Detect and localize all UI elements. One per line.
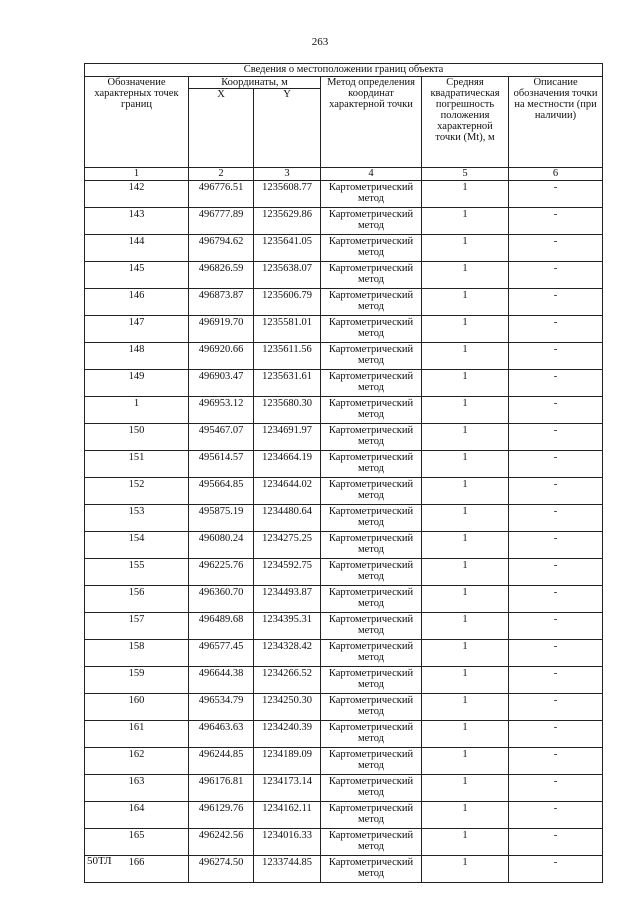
accuracy-cell: 1 [422, 181, 509, 208]
method-line-2: метод [357, 382, 385, 393]
point-cell: 142 [85, 181, 189, 208]
point-cell: 154 [85, 532, 189, 559]
method-line-1: Картометрический [328, 236, 414, 247]
description-cell: - [509, 289, 603, 316]
point-cell: 155 [85, 559, 189, 586]
table-row [85, 451, 603, 478]
point-cell: 145 [85, 262, 189, 289]
x-coordinate-cell: 495467.07 [189, 424, 254, 451]
boundary-coordinates-table [84, 63, 603, 883]
table-row [85, 532, 603, 559]
y-coordinate-cell: 1234162.11 [254, 802, 321, 829]
x-coordinate-cell: 496794.62 [189, 235, 254, 262]
method-line-2: метод [357, 652, 385, 663]
point-cell: 146 [85, 289, 189, 316]
method-line-1: Картометрический [328, 614, 414, 625]
method-cell [321, 370, 422, 397]
accuracy-cell: 1 [422, 316, 509, 343]
method-line-2: метод [357, 733, 385, 744]
point-cell: 147 [85, 316, 189, 343]
table-row [85, 478, 603, 505]
y-coordinate-cell: 1234592.75 [254, 559, 321, 586]
x-coordinate-cell: 496176.81 [189, 775, 254, 802]
x-coordinate-cell: 496873.87 [189, 289, 254, 316]
header-method: Метод определения координат характерной точки [321, 77, 422, 168]
method-cell [321, 343, 422, 370]
table-title: Сведения о местоположении границ объекта [85, 64, 603, 77]
description-cell: - [509, 235, 603, 262]
accuracy-cell: 1 [422, 775, 509, 802]
point-cell: 158 [85, 640, 189, 667]
point-cell: 163 [85, 775, 189, 802]
method-cell [321, 451, 422, 478]
method-line-2: метод [357, 247, 385, 258]
description-cell: - [509, 397, 603, 424]
accuracy-cell: 1 [422, 505, 509, 532]
x-coordinate-cell: 496080.24 [189, 532, 254, 559]
point-cell: 162 [85, 748, 189, 775]
x-coordinate-cell: 496129.76 [189, 802, 254, 829]
method-line-2: метод [357, 463, 385, 474]
method-line-2: метод [357, 868, 385, 879]
y-coordinate-cell: 1234328.42 [254, 640, 321, 667]
method-cell [321, 235, 422, 262]
method-line-1: Картометрический [328, 560, 414, 571]
table-row [85, 208, 603, 235]
method-cell [321, 748, 422, 775]
description-cell: - [509, 721, 603, 748]
method-line-2: метод [357, 328, 385, 339]
method-line-1: Картометрический [328, 668, 414, 679]
y-coordinate-cell: 1235680.30 [254, 397, 321, 424]
method-line-2: метод [357, 220, 385, 231]
x-coordinate-cell: 496826.59 [189, 262, 254, 289]
method-line-1: Картометрический [328, 722, 414, 733]
method-line-1: Картометрический [328, 344, 414, 355]
method-line-1: Картометрический [328, 857, 414, 868]
description-cell: - [509, 316, 603, 343]
accuracy-cell: 1 [422, 532, 509, 559]
method-cell [321, 505, 422, 532]
method-line-2: метод [357, 625, 385, 636]
table-row [85, 235, 603, 262]
table-row [85, 370, 603, 397]
page-number: 263 [311, 36, 329, 48]
table-row [85, 181, 603, 208]
x-coordinate-cell: 495614.57 [189, 451, 254, 478]
method-line-2: метод [357, 598, 385, 609]
header-x: X [189, 89, 254, 168]
x-coordinate-cell: 495664.85 [189, 478, 254, 505]
description-cell: - [509, 586, 603, 613]
x-coordinate-cell: 496242.56 [189, 829, 254, 856]
y-coordinate-cell: 1234664.19 [254, 451, 321, 478]
x-coordinate-cell: 496360.70 [189, 586, 254, 613]
method-line-1: Картометрический [328, 506, 414, 517]
accuracy-cell: 1 [422, 235, 509, 262]
accuracy-cell: 1 [422, 208, 509, 235]
accuracy-cell: 1 [422, 289, 509, 316]
description-cell: - [509, 370, 603, 397]
point-cell: 1 [85, 397, 189, 424]
y-coordinate-cell: 1235641.05 [254, 235, 321, 262]
x-coordinate-cell: 496776.51 [189, 181, 254, 208]
table-row [85, 667, 603, 694]
x-coordinate-cell: 496225.76 [189, 559, 254, 586]
accuracy-cell: 1 [422, 748, 509, 775]
x-coordinate-cell: 496534.79 [189, 694, 254, 721]
x-coordinate-cell: 496489.68 [189, 613, 254, 640]
method-line-2: метод [357, 706, 385, 717]
method-cell [321, 775, 422, 802]
method-line-2: метод [357, 517, 385, 528]
accuracy-cell: 1 [422, 451, 509, 478]
y-coordinate-cell: 1235608.77 [254, 181, 321, 208]
table-row [85, 856, 603, 883]
method-line-2: метод [357, 571, 385, 582]
y-coordinate-cell: 1234266.52 [254, 667, 321, 694]
description-cell: - [509, 748, 603, 775]
accuracy-cell: 1 [422, 397, 509, 424]
method-line-1: Картометрический [328, 776, 414, 787]
boundary-table-container [84, 63, 602, 883]
point-cell: 150 [85, 424, 189, 451]
y-coordinate-cell: 1234480.64 [254, 505, 321, 532]
description-cell: - [509, 181, 603, 208]
table-row [85, 424, 603, 451]
point-cell: 148 [85, 343, 189, 370]
method-cell [321, 667, 422, 694]
column-number: 4 [321, 168, 422, 181]
point-cell: 165 [85, 829, 189, 856]
point-cell: 152 [85, 478, 189, 505]
table-row [85, 505, 603, 532]
accuracy-cell: 1 [422, 667, 509, 694]
description-cell: - [509, 424, 603, 451]
x-coordinate-cell: 496463.63 [189, 721, 254, 748]
method-cell [321, 694, 422, 721]
method-line-2: метод [357, 436, 385, 447]
point-cell: 164 [85, 802, 189, 829]
y-coordinate-cell: 1234173.14 [254, 775, 321, 802]
accuracy-cell: 1 [422, 424, 509, 451]
method-line-2: метод [357, 193, 385, 204]
description-cell: - [509, 559, 603, 586]
method-cell [321, 613, 422, 640]
point-cell: 160 [85, 694, 189, 721]
method-line-1: Картометрический [328, 425, 414, 436]
table-row [85, 559, 603, 586]
description-cell: - [509, 694, 603, 721]
method-line-2: метод [357, 355, 385, 366]
method-line-1: Картометрический [328, 803, 414, 814]
column-number: 1 [85, 168, 189, 181]
description-cell: - [509, 208, 603, 235]
accuracy-cell: 1 [422, 613, 509, 640]
method-line-2: метод [357, 814, 385, 825]
method-line-2: метод [357, 679, 385, 690]
x-coordinate-cell: 496777.89 [189, 208, 254, 235]
point-cell: 156 [85, 586, 189, 613]
table-row [85, 640, 603, 667]
description-cell: - [509, 802, 603, 829]
description-cell: - [509, 343, 603, 370]
column-number: 3 [254, 168, 321, 181]
description-cell: - [509, 478, 603, 505]
method-line-2: метод [357, 787, 385, 798]
method-cell [321, 640, 422, 667]
y-coordinate-cell: 1234250.30 [254, 694, 321, 721]
method-line-1: Картометрический [328, 398, 414, 409]
method-line-1: Картометрический [328, 209, 414, 220]
x-coordinate-cell: 496244.85 [189, 748, 254, 775]
method-line-1: Картометрический [328, 452, 414, 463]
method-line-1: Картометрический [328, 587, 414, 598]
y-coordinate-cell: 1235606.79 [254, 289, 321, 316]
description-cell: - [509, 856, 603, 883]
table-row [85, 397, 603, 424]
method-cell [321, 559, 422, 586]
method-cell [321, 829, 422, 856]
y-coordinate-cell: 1235638.07 [254, 262, 321, 289]
table-row [85, 694, 603, 721]
table-row [85, 775, 603, 802]
header-y: Y [254, 89, 321, 168]
accuracy-cell: 1 [422, 478, 509, 505]
x-coordinate-cell: 496644.38 [189, 667, 254, 694]
description-cell: - [509, 640, 603, 667]
y-coordinate-cell: 1235631.61 [254, 370, 321, 397]
point-cell: 159 [85, 667, 189, 694]
method-cell [321, 478, 422, 505]
y-coordinate-cell: 1234644.02 [254, 478, 321, 505]
header-accuracy: Средняя квадратическая погрешность положения характерной точки (Mt), м [422, 77, 509, 168]
method-line-1: Картометрический [328, 830, 414, 841]
method-line-1: Картометрический [328, 479, 414, 490]
method-cell [321, 397, 422, 424]
method-cell [321, 802, 422, 829]
header-coordinates: Координаты, м [189, 77, 321, 89]
accuracy-cell: 1 [422, 694, 509, 721]
accuracy-cell: 1 [422, 559, 509, 586]
method-cell [321, 181, 422, 208]
y-coordinate-cell: 1235611.56 [254, 343, 321, 370]
description-cell: - [509, 829, 603, 856]
method-line-2: метод [357, 301, 385, 312]
method-line-1: Картометрический [328, 371, 414, 382]
x-coordinate-cell: 496953.12 [189, 397, 254, 424]
table-body [85, 181, 603, 883]
method-line-2: метод [357, 841, 385, 852]
accuracy-cell: 1 [422, 856, 509, 883]
point-cell: 144 [85, 235, 189, 262]
table-row [85, 316, 603, 343]
accuracy-cell: 1 [422, 802, 509, 829]
table-row [85, 613, 603, 640]
table-row [85, 289, 603, 316]
description-cell: - [509, 667, 603, 694]
x-coordinate-cell: 496577.45 [189, 640, 254, 667]
method-line-1: Картометрический [328, 317, 414, 328]
header-designation: Обозначение характерных точек границ [85, 77, 189, 168]
description-cell: - [509, 775, 603, 802]
x-coordinate-cell: 496919.70 [189, 316, 254, 343]
y-coordinate-cell: 1234240.39 [254, 721, 321, 748]
y-coordinate-cell: 1234189.09 [254, 748, 321, 775]
method-line-1: Картометрический [328, 182, 414, 193]
table-row [85, 721, 603, 748]
column-number: 5 [422, 168, 509, 181]
method-line-1: Картометрический [328, 290, 414, 301]
y-coordinate-cell: 1235629.86 [254, 208, 321, 235]
header-description: Описание обозначения точки на местности (при наличии) [509, 77, 603, 168]
table-row [85, 343, 603, 370]
accuracy-cell: 1 [422, 586, 509, 613]
accuracy-cell: 1 [422, 262, 509, 289]
point-cell: 143 [85, 208, 189, 235]
y-coordinate-cell: 1234395.31 [254, 613, 321, 640]
x-coordinate-cell: 496274.50 [189, 856, 254, 883]
description-cell: - [509, 262, 603, 289]
y-coordinate-cell: 1234016.33 [254, 829, 321, 856]
method-cell [321, 856, 422, 883]
point-cell: 161 [85, 721, 189, 748]
description-cell: - [509, 451, 603, 478]
method-line-2: метод [357, 490, 385, 501]
method-cell [321, 721, 422, 748]
method-line-1: Картометрический [328, 263, 414, 274]
table-row [85, 586, 603, 613]
method-cell [321, 262, 422, 289]
accuracy-cell: 1 [422, 343, 509, 370]
method-line-2: метод [357, 274, 385, 285]
method-line-1: Картометрический [328, 749, 414, 760]
method-line-2: метод [357, 544, 385, 555]
x-coordinate-cell: 496903.47 [189, 370, 254, 397]
column-number: 6 [509, 168, 603, 181]
y-coordinate-cell: 1233744.85 [254, 856, 321, 883]
table-row [85, 829, 603, 856]
y-coordinate-cell: 1234691.97 [254, 424, 321, 451]
method-cell [321, 424, 422, 451]
column-numbers-row [85, 168, 603, 181]
y-coordinate-cell: 1235581.01 [254, 316, 321, 343]
accuracy-cell: 1 [422, 370, 509, 397]
table-row [85, 802, 603, 829]
method-line-1: Картометрический [328, 641, 414, 652]
point-cell: 151 [85, 451, 189, 478]
accuracy-cell: 1 [422, 829, 509, 856]
point-cell: 149 [85, 370, 189, 397]
x-coordinate-cell: 495875.19 [189, 505, 254, 532]
y-coordinate-cell: 1234493.87 [254, 586, 321, 613]
method-cell [321, 289, 422, 316]
method-cell [321, 532, 422, 559]
point-cell: 153 [85, 505, 189, 532]
table-row [85, 262, 603, 289]
description-cell: - [509, 613, 603, 640]
method-line-2: метод [357, 760, 385, 771]
footer-mark: 50ТЛ [87, 855, 112, 867]
point-cell: 166 [85, 856, 189, 883]
x-coordinate-cell: 496920.66 [189, 343, 254, 370]
method-cell [321, 586, 422, 613]
description-cell: - [509, 505, 603, 532]
table-row [85, 748, 603, 775]
accuracy-cell: 1 [422, 721, 509, 748]
method-cell [321, 316, 422, 343]
method-line-1: Картометрический [328, 695, 414, 706]
accuracy-cell: 1 [422, 640, 509, 667]
column-number: 2 [189, 168, 254, 181]
point-cell: 157 [85, 613, 189, 640]
description-cell: - [509, 532, 603, 559]
y-coordinate-cell: 1234275.25 [254, 532, 321, 559]
method-line-2: метод [357, 409, 385, 420]
method-line-1: Картометрический [328, 533, 414, 544]
method-cell [321, 208, 422, 235]
